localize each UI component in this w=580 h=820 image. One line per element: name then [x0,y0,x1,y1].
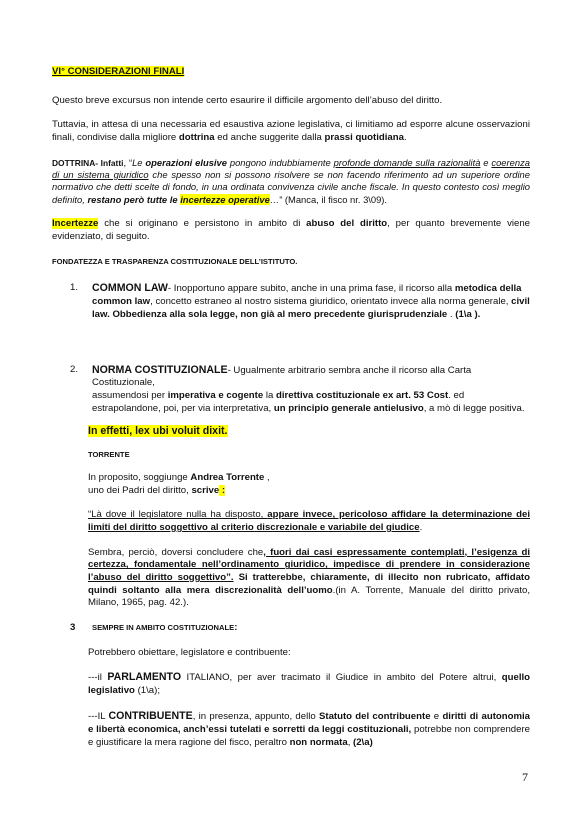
list-item-ambito-costituzionale: 3 SEMPRE IN AMBITO COSTITUZIONALE: [70,621,238,633]
list-item-norma-costituzionale: 2. NORMA COSTITUZIONALE- Ugualmente arbitrario sembra anche il ricorso alla Carta Costituzionale, assumendosi per imperativa e cogente la direttiva costituzionale ex art. 53 Cost. ed estrapolandone, poi, per via interpretativa, un principio generale antielusivo, a mò di legge positiva. [70,363,525,414]
parlamento-paragraph: ---il PARLAMENTO ITALIANO, per aver tracimato il Giudice in ambito del Potere altrui, quello legislativo (1\a); [88,671,531,697]
contribuente-paragraph: ---IL CONTRIBUENTE, in presenza, appunto, dello Statuto del contribuente e diritti di autonomia e libertà economica, anch’essi tutelati e sorretti da leggi costituzionali, potrebbe non comprendere e giustificare la mera ragione del fisco, peraltro non normata, (2\a) [88,709,531,748]
sembra-paragraph: Sembra, perciò, doversi concludere che, fuori dai casi espressamente contemplati, l’esigenza di certezza, fondamentale nell’ordinamento giuridico, impedisce di prendere in considerazione l’abuso del diritto soggettivo”. Si tratterebbe, chiaramente, di illecito non rubricato, affidato quindi soltanto alla mera discrezionalità dell’uomo.(in A. Torrente, Manuale del diritto privato, Milano, 1965, pag. 42.). [88,546,531,609]
section-title-text: VI° CONSIDERAZIONI FINALI [52,66,185,77]
potrebbero-paragraph: Potrebbero obiettare, legislatore e contribuente: [88,646,291,658]
lex-ubi-voluit: In effetti, lex ubi voluit dixit. [88,425,228,438]
incertezze-paragraph: Incertezze che si originano e persistono in ambito di abuso del diritto, per quanto brevemente viene evidenziato, di seguito. [52,218,530,242]
torrente-quote: “Là dove il legislatore nulla ha disposto, appare invece, pericoloso affidare la determinazione dei limiti del diritto soggettivo al criterio discrezionale e variabile del giudice. [88,509,530,534]
torrente-intro: In proposito, soggiunge Andrea Torrente , uno dei Padri del diritto, scrive : [88,472,270,496]
context-paragraph: Tuttavia, in attesa di una necessaria ed esaustiva azione legislativa, ci limitiamo ad esporre alcune osservazioni finali, condivise dalla migliore dottrina ed anche suggerite dalla prassi quotidiana. [52,119,530,143]
torrente-heading: TORRENTE [88,450,130,460]
dottrina-paragraph: DOTTRINA- Infatti, “Le operazioni elusive pongono indubbiamente profonde domande sulla razionalità e coerenza di un sistema giuridico che spesso non si possono risolvere se non facendo riferimento ad un superiore ordine normativo che detti scelte di fondo, in una ordinata convivenza civile anche fiscale. In questo contesto così meglio definito, restano però tutte le incertezze operative…” (Manca, il fisco nr. 3\09). [52,156,530,205]
intro-paragraph: Questo breve excursus non intende certo esaurire il difficile argomento dell’abuso del diritto. [52,94,443,106]
document-page [52,66,530,749]
list-item-common-law: 1. COMMON LAW- Inopportuno appare subito, anche in una prima fase, il ricorso alla metodica della common law, concetto estraneo al nostro sistema giuridico, orientato invece alla norma generale, civil law. Obbedienza alla sola legge, non già al mero precedente giurisprudenziale . (1\a ). [70,282,530,320]
fondatezza-heading: FONDATEZZA E TRASPARENZA COSTITUZIONALE DELL’ISTITUTO. [52,256,298,266]
section-title [52,66,530,79]
page-number: 7 [522,770,528,784]
